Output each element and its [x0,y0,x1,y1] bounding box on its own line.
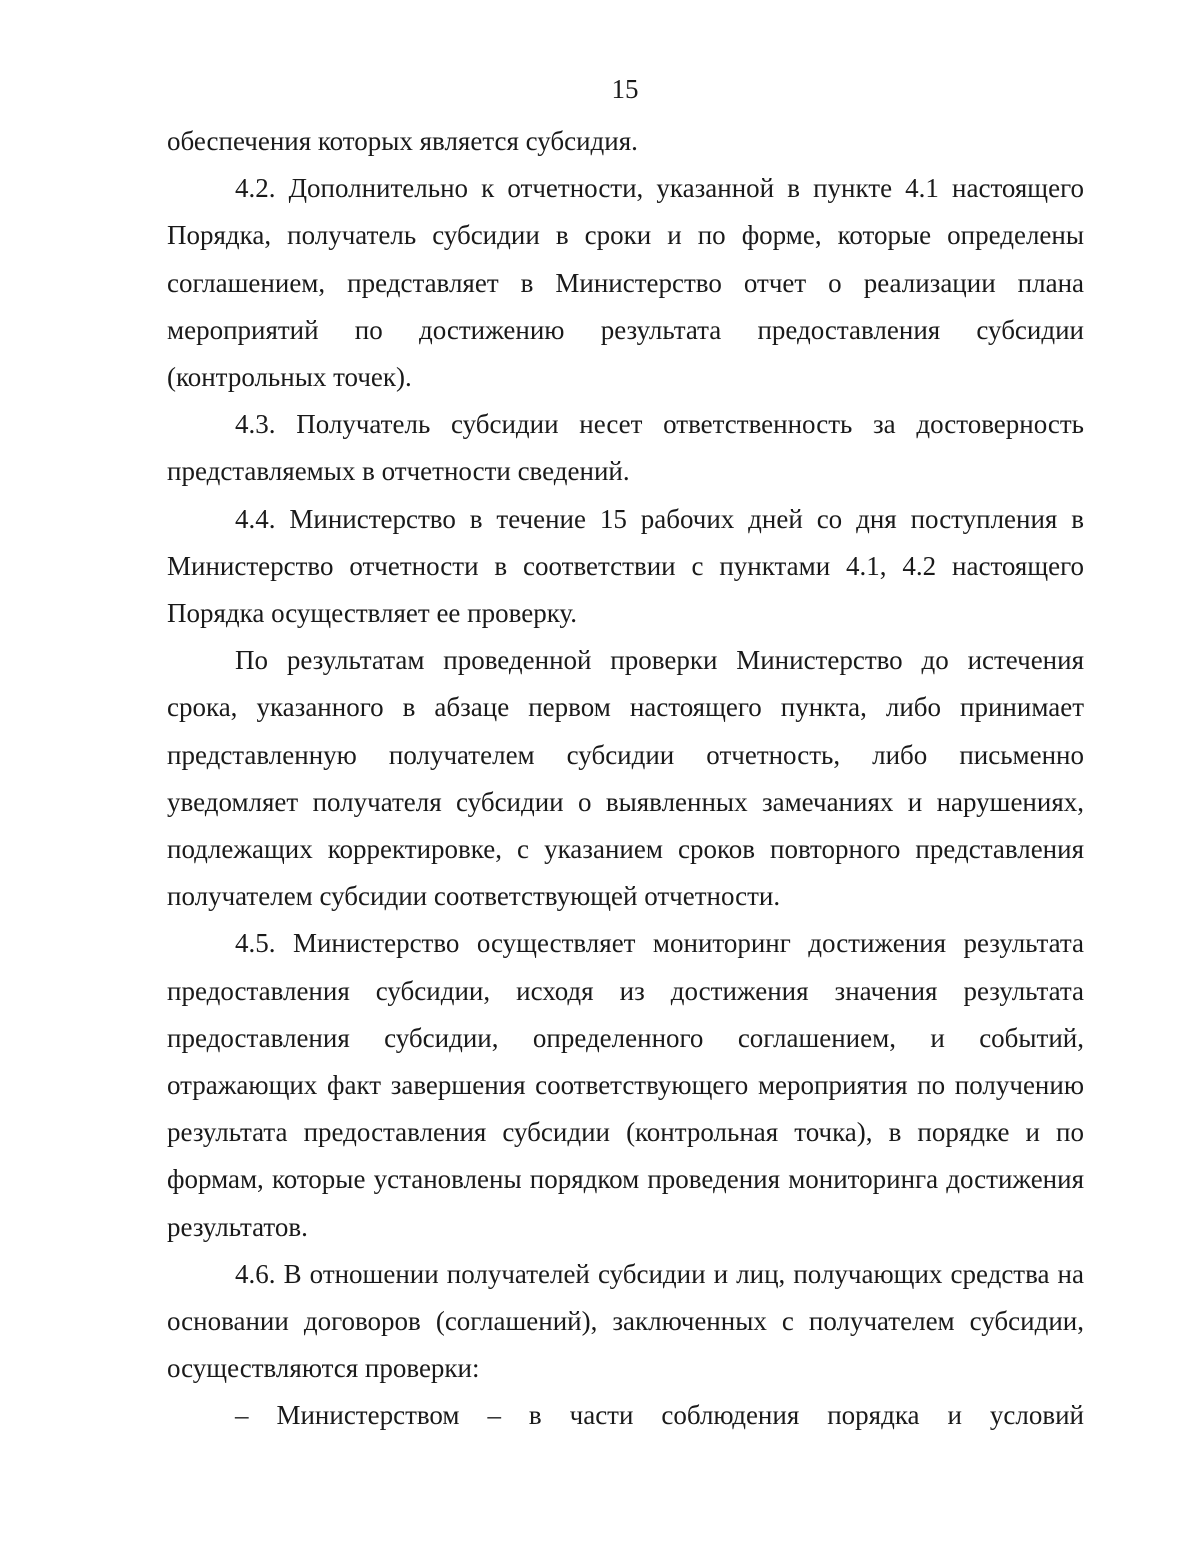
paragraph-list-item-ministry: – Министерством – в части соблюдения порядка и условий [235,1400,1084,1431]
paragraph-4-3: 4.3. Получатель субсидии несет ответственность за достоверность представляемых в отчетности сведений. [167,409,1084,487]
paragraph-4-4-results: По результатам проведенной проверки Министерство до истечения срока, указанного в абзаце первом настоящего пункта, либо принимает представленную получателем субсидии отчетность, либо письменно уведомляет получателя субсидии о выявленных замечаниях и нарушениях, подлежащих корректировке, с указанием сроков повторного представления получателем субсидии соответствующей отчетности. [167,645,1084,912]
paragraph-4-5: 4.5. Министерство осуществляет мониторинг достижения результата предоставления субсидии, исходя из достижения значения результата предоставления субсидии, определенного соглашением, и событий, отражающих факт завершения соответствующего мероприятия по получению результата предоставления субсидии (контрольная точка), в порядке и по формам, которые установлены порядком проведения мониторинга достижения результатов. [167,928,1084,1242]
paragraph-continuation: обеспечения которых является субсидия. [167,126,638,156]
paragraph-4-2: 4.2. Дополнительно к отчетности, указанной в пункте 4.1 настоящего Порядка, получатель субсидии в сроки и по форме, которые определены соглашением, представляет в Министерство отчет о реализации плана мероприятий по достижению результата предоставления субсидии (контрольных точек). [167,173,1084,393]
page-number: 15 [611,74,639,104]
paragraph-4-6: 4.6. В отношении получателей субсидии и лиц, получающих средства на основании договоров (соглашений), заключенных с получателем субсидии, осуществляются проверки: [167,1258,1084,1384]
document-body [167,118,1084,1440]
paragraph-4-4: 4.4. Министерство в течение 15 рабочих дней со дня поступления в Министерство отчетности в соответствии с пунктами 4.1, 4.2 настоящего Порядка осуществляет ее проверку. [167,503,1084,629]
